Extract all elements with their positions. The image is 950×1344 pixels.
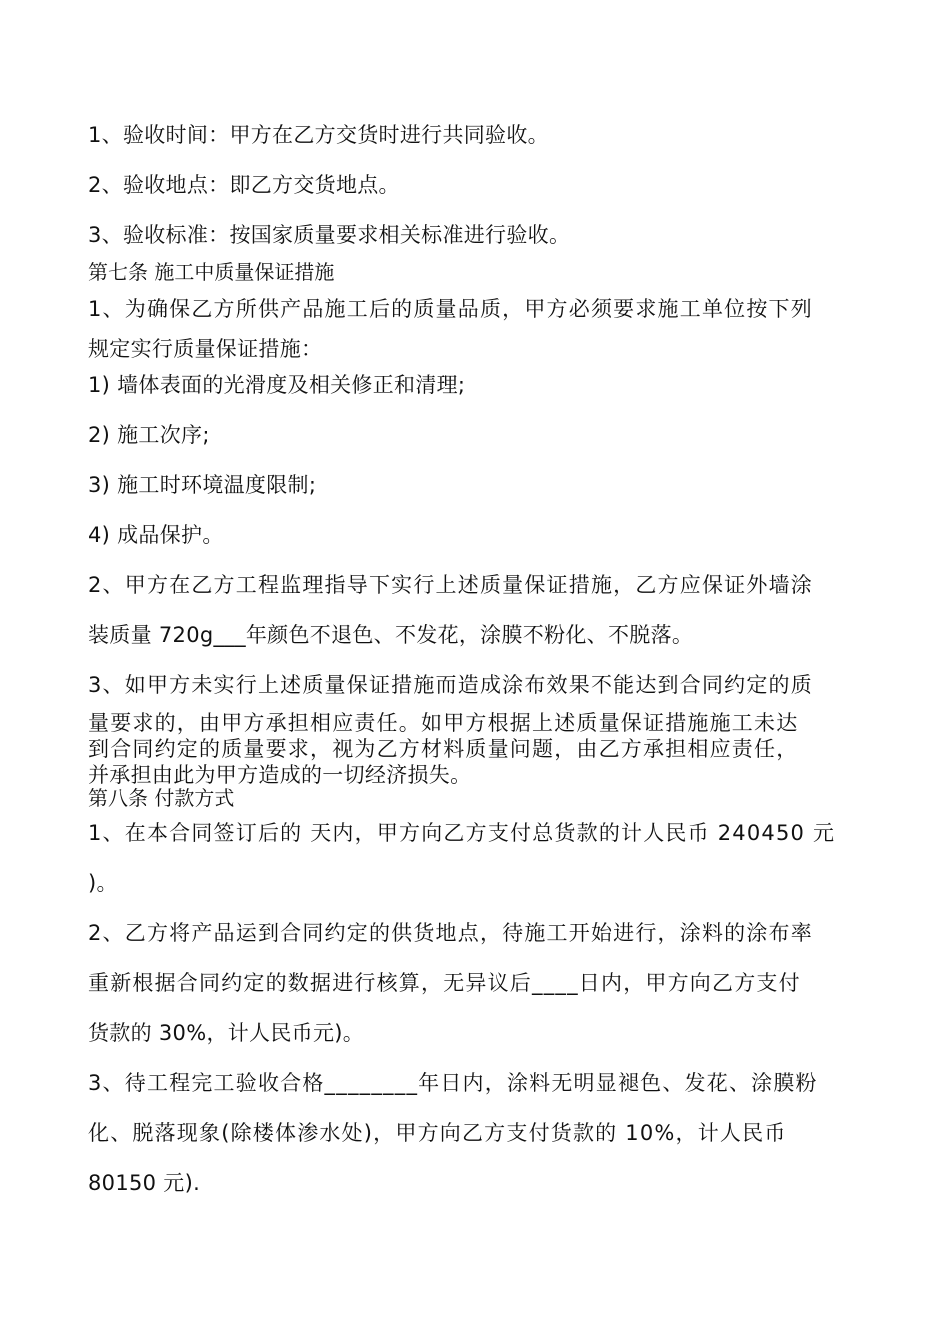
payment-1-line2: )。 (88, 871, 118, 895)
acceptance-time-line: 1、验收时间：甲方在乙方交货时进行共同验收。 (88, 123, 549, 147)
article-7-item2-line1: 2、甲方在乙方工程监理指导下实行上述质量保证措施，乙方应保证外墙涂 (88, 573, 813, 597)
payment-1-line1: 1、在本合同签订后的 天内，甲方向乙方支付总货款的计人民币 240450 元 (88, 821, 836, 845)
measure-4-line: 4) 成品保护。 (88, 523, 224, 547)
article-7-item3-line3: 到合同约定的质量要求，视为乙方材料质量问题，由乙方承担相应责任， (88, 737, 799, 761)
payment-2-line2: 重新根据合同约定的数据进行核算，无异议后____日内，甲方向乙方支付 (88, 971, 801, 995)
article-7-item2-line2: 装质量 720g___年颜色不退色、不发花，涂膜不粉化、不脱落。 (88, 623, 694, 647)
measure-3-line: 3) 施工时环境温度限制; (88, 473, 317, 497)
payment-2-line3: 货款的 30%，计人民币元)。 (88, 1021, 365, 1045)
article-7-item3-line2: 量要求的，由甲方承担相应责任。如甲方根据上述质量保证措施施工未达 (88, 711, 799, 735)
article-7-item1-line1: 1、为确保乙方所供产品施工后的质量品质，甲方必须要求施工单位按下列 (88, 297, 813, 321)
article-8-heading: 第八条 付款方式 (88, 786, 235, 810)
measure-1-line: 1) 墙体表面的光滑度及相关修正和清理; (88, 373, 466, 397)
article-7-heading: 第七条 施工中质量保证措施 (88, 260, 335, 284)
payment-3-line1: 3、待工程完工验收合格________年日内，涂料无明显褪色、发花、涂膜粉 (88, 1071, 818, 1095)
payment-3-line3: 80150 元). (88, 1171, 201, 1195)
article-7-item3-line4: 并承担由此为甲方造成的一切经济损失。 (88, 763, 472, 787)
acceptance-standard-line: 3、验收标准：按国家质量要求相关标准进行验收。 (88, 223, 571, 247)
acceptance-location-line: 2、验收地点：即乙方交货地点。 (88, 173, 400, 197)
article-7-item3-line1: 3、如甲方未实行上述质量保证措施而造成涂布效果不能达到合同约定的质 (88, 673, 813, 697)
article-7-item1-line2: 规定实行质量保证措施： (88, 337, 323, 361)
measure-2-line: 2) 施工次序; (88, 423, 210, 447)
payment-2-line1: 2、乙方将产品运到合同约定的供货地点，待施工开始进行，涂料的涂布率 (88, 921, 813, 945)
payment-3-line2: 化、脱落现象(除楼体渗水处)，甲方向乙方支付货款的 10%，计人民币 (88, 1121, 787, 1145)
